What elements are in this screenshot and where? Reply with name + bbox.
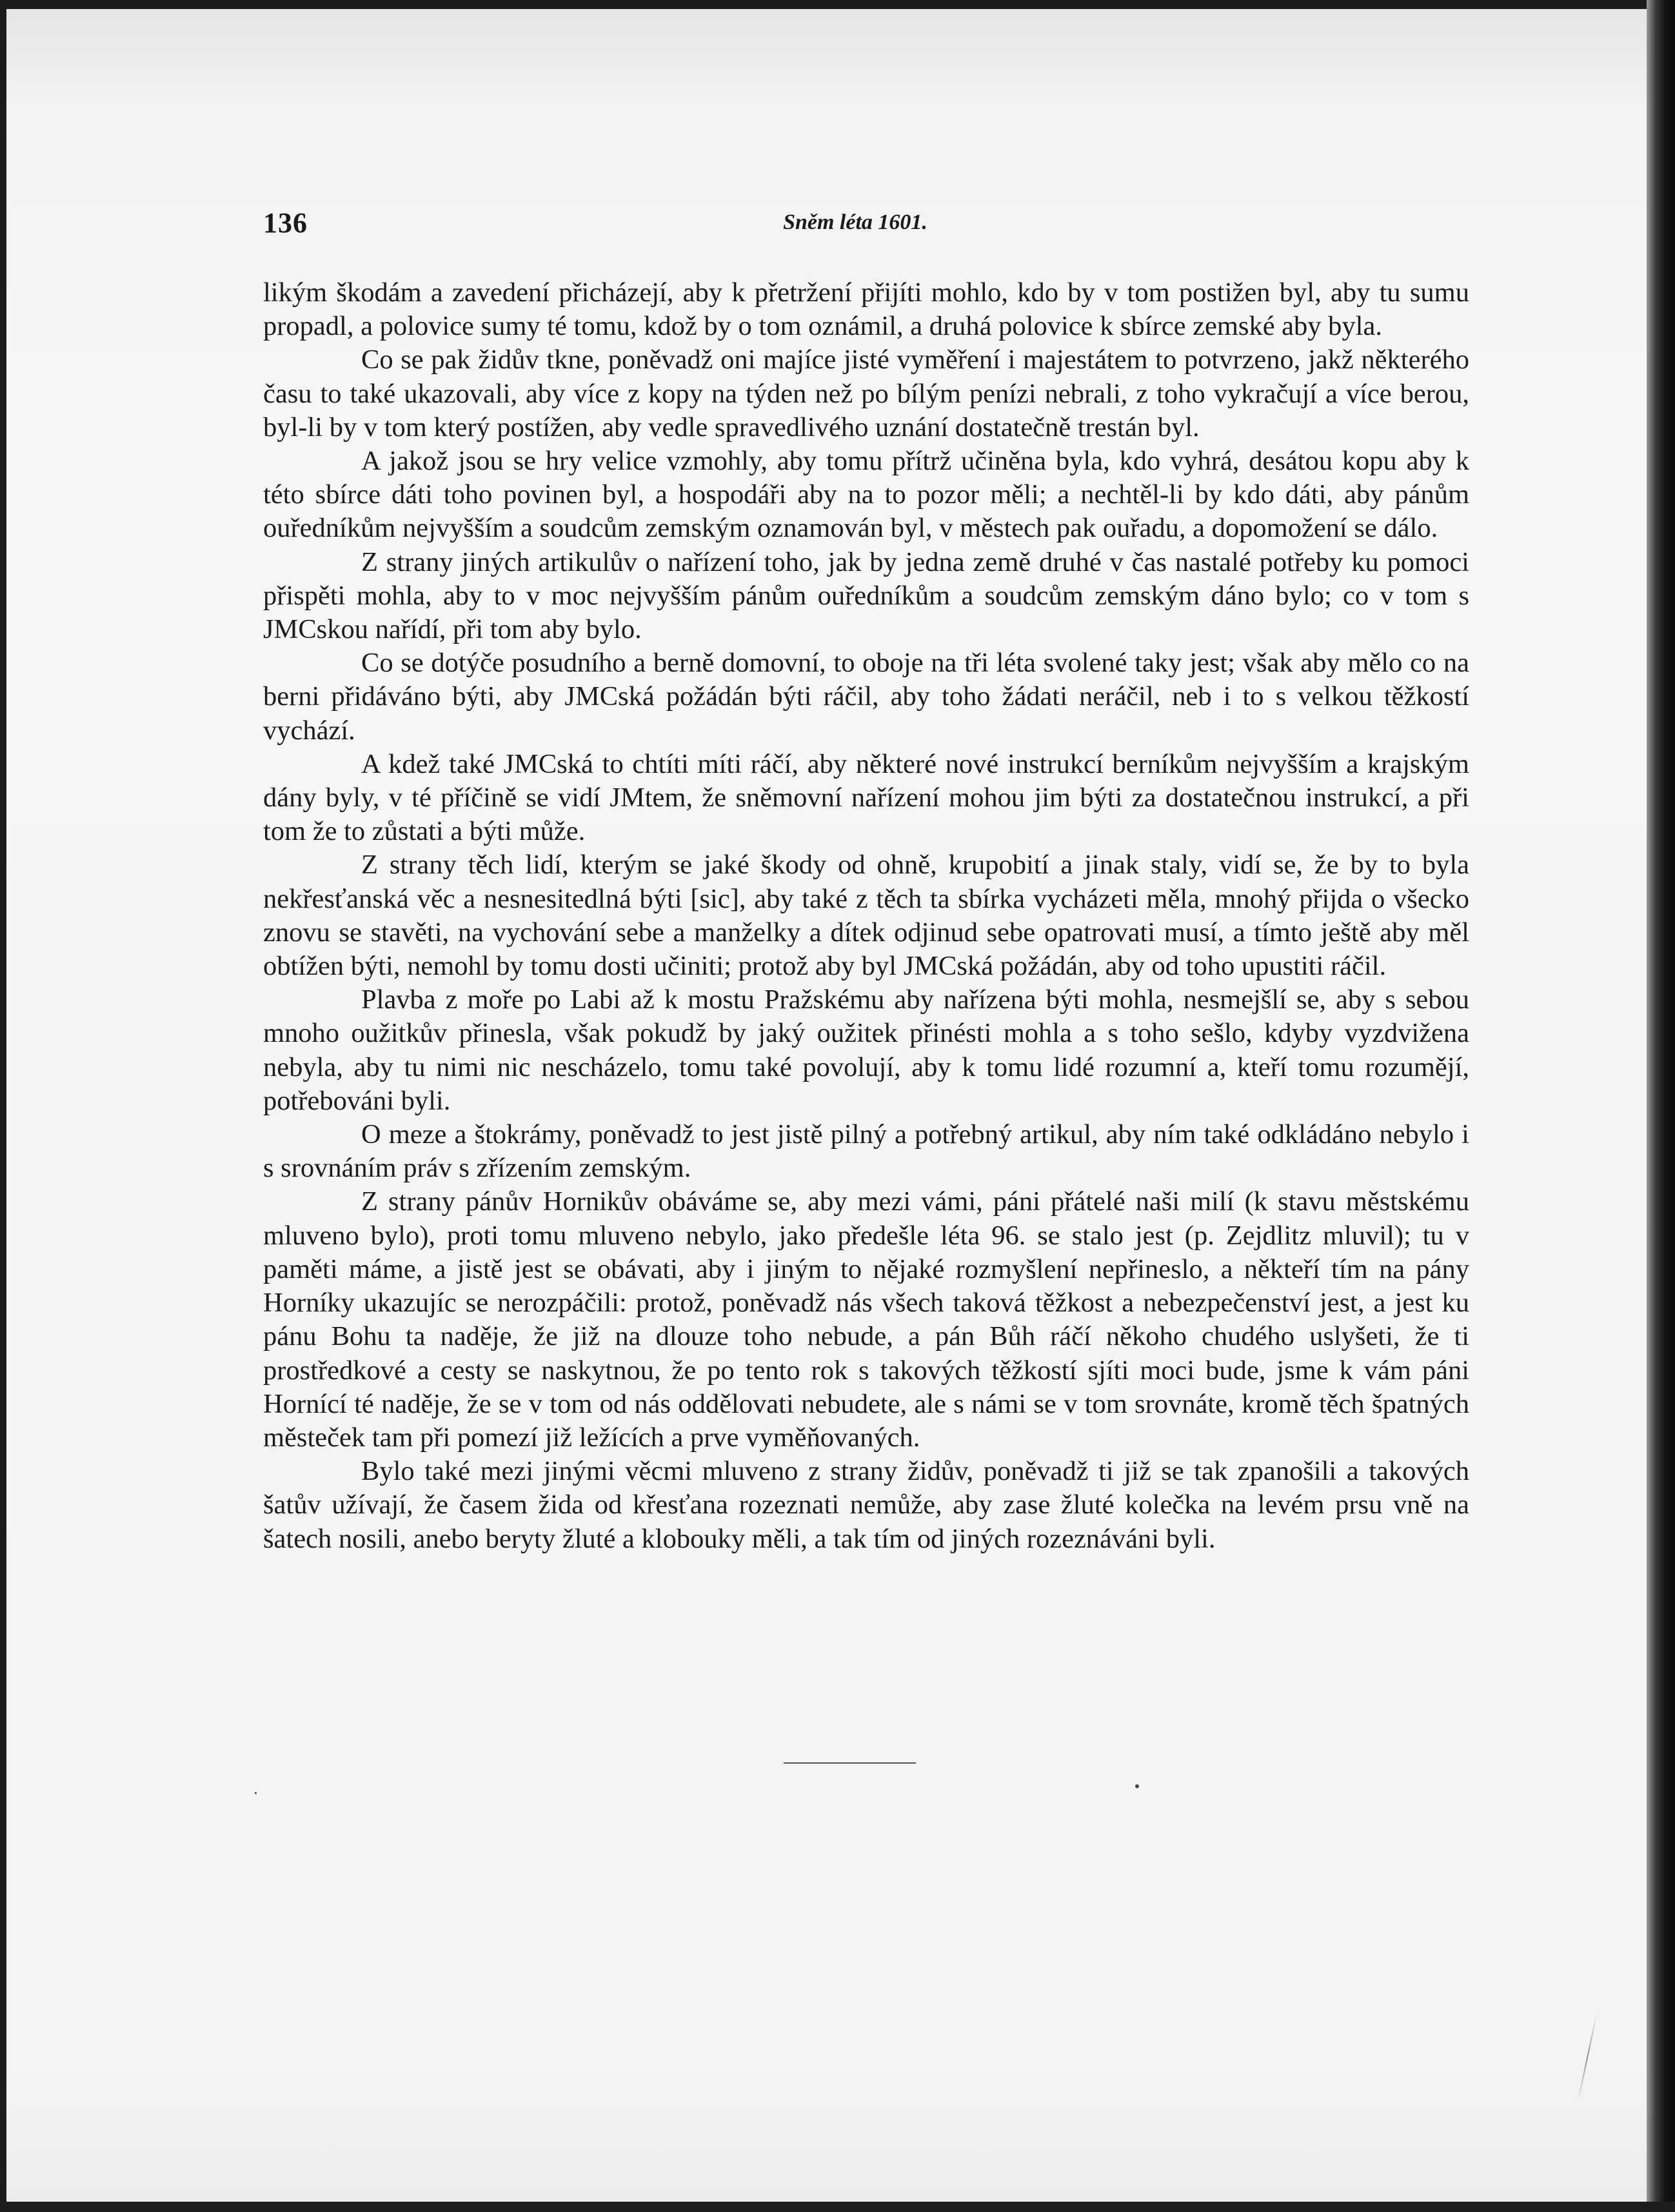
paragraph: O meze a štokrámy, poněvadž to jest jistě pilný a potřebný artikul, aby ním také odkládáno nebylo i s srovnáním práv s zřízením zemským. bbox=[263, 1119, 1469, 1184]
page-header bbox=[263, 206, 1447, 245]
scan-border-top bbox=[0, 0, 1675, 9]
scan-border-left bbox=[0, 0, 6, 2212]
margin-scratch bbox=[1577, 2013, 1597, 2102]
scan-border-right bbox=[1647, 0, 1675, 2212]
scan-border-bottom bbox=[0, 2202, 1675, 2212]
paragraph: Co se pak židův tkne, poněvadž oni majíce jisté vyměření i majestátem to potvrzeno, jakž některého času to také ukazovali, aby více z kopy na týden než po bílým penízi nebrali, z toho vykračují a více berou, byl-li by v tom který postížen, aby vedle spravedlivého uznání dostatečně trestán byl. bbox=[263, 344, 1469, 443]
paragraph: Z strany jiných artikulův o nařízení toho, jak by jedna země druhé v čas nastalé potřeby ku pomoci přispěti mohla, aby to v moc nejvyšším pánům ouředníkům a soudcům zemským dáno bylo; co v tom s JMCskou nařídí, při tom aby bylo. bbox=[263, 546, 1469, 645]
body-text bbox=[263, 276, 1469, 1556]
running-title: Sněm léta 1601. bbox=[783, 210, 927, 234]
section-end-rule bbox=[784, 1762, 916, 1764]
paragraph: Bylo také mezi jinými věcmi mluveno z strany židův, poněvadž ti již se tak zpanošili a takových šatův užívají, že časem žida od křesťana rozeznati nemůže, aby zase žluté kolečka na levém prsu vně na šatech nosili, anebo beryty žluté a klobouky měli, a tak tím od jiných rozeznáváni byli. bbox=[263, 1456, 1469, 1554]
paragraph: A kdež také JMCská to chtíti míti ráčí, aby některé nové instrukcí berníkům nejvyšším a krajským dány byly, v té příčině se vidí JMtem, že sněmovní nařízení mohou jim býti za dostatečnou instrukcí, a při tom že to zůstati a býti může. bbox=[263, 748, 1469, 847]
paragraph-continuation: likým škodám a zavedení přicházejí, aby k přetržení přijíti mohlo, kdo by v tom postižen byl, aby tu sumu propadl, a polovice sumy té tomu, kdož by o tom oznámil, a druhá polovice k sbírce zemské aby byla. bbox=[263, 277, 1469, 342]
paragraph: Plavba z moře po Labi až k mostu Pražskému aby nařízena býti mohla, nesmejšlí se, aby s sebou mnoho oužitkův přinesla, však pokudž by jaký oužitek přinésti mohla a s toho sešlo, kdyby vyzdvižena nebyla, aby tu nimi nic nescházelo, tomu také povolují, aby k tomu lidé rozumní a, kteří tomu rozumějí, potřebováni byli. bbox=[263, 984, 1469, 1116]
paragraph: Z strany těch lidí, kterým se jaké škody od ohně, krupobití a jinak staly, vidí se, že by to byla nekřesťanská věc a nesnesitedlná býti [sic], aby také z těch ta sbírka vycházeti měla, mnohý přijda o všecko znovu se stavěti, na vychování sebe a manželky a dítek odjinud sebe opatrovati musí, a tímto ještě aby měl obtížen býti, nemohl by tomu dosti učiniti; protož aby byl JMCská požádán, aby od toho upustiti ráčil. bbox=[263, 850, 1469, 982]
page-number: 136 bbox=[263, 207, 308, 239]
ink-speck bbox=[1135, 1784, 1139, 1788]
paragraph: Co se dotýče posudního a berně domovní, to oboje na tři léta svolené taky jest; však aby mělo co na berni přidáváno býti, aby JMCská požádán býti ráčil, aby toho žádati neráčil, neb i to s velkou těžkostí vychází. bbox=[263, 648, 1469, 746]
paragraph: A jakož jsou se hry velice vzmohly, aby tomu přítrž učiněna byla, kdo vyhrá, desátou kopu aby k této sbírce dáti toho povinen byl, a hospodáři aby na to pozor měli; a nechtěl-li by kdo dáti, aby pánům ouředníkům nejvyšším a soudcům zemským oznamován byl, v městech pak ouřadu, a dopomožení se dálo. bbox=[263, 446, 1469, 544]
ink-speck bbox=[255, 1792, 257, 1794]
paragraph: Z strany pánův Hornikův obáváme se, aby mezi vámi, páni přátelé naši milí (k stavu městskému mluveno bylo), proti tomu mluveno nebylo, jako předešle léta 96. se stalo jest (p. Zejdlitz mluvil); tu v paměti máme, a jistě jest se obávati, aby i jiným to nějaké rozmyšlení nepřineslo, a někteří tím na pány Horníky ukazujíc se nerozpáčili: protož, poněvadž nás všech taková těžkost a nebezpečenství jest, a jest ku pánu Bohu ta naděje, že již na dlouze toho nebude, a pán Bůh ráčí někoho chudého uslyšeti, že ti prostředkové a cesty se naskytnou, že po tento rok s takových těžkostí sjíti moci bude, jsme k vám páni Hornící té naděje, že se v tom od nás oddělovati nebudete, ale s námi se v tom srovnáte, kromě těch špatných městeček tam při pomezí již ležících a prve vyměňovaných. bbox=[263, 1186, 1469, 1453]
